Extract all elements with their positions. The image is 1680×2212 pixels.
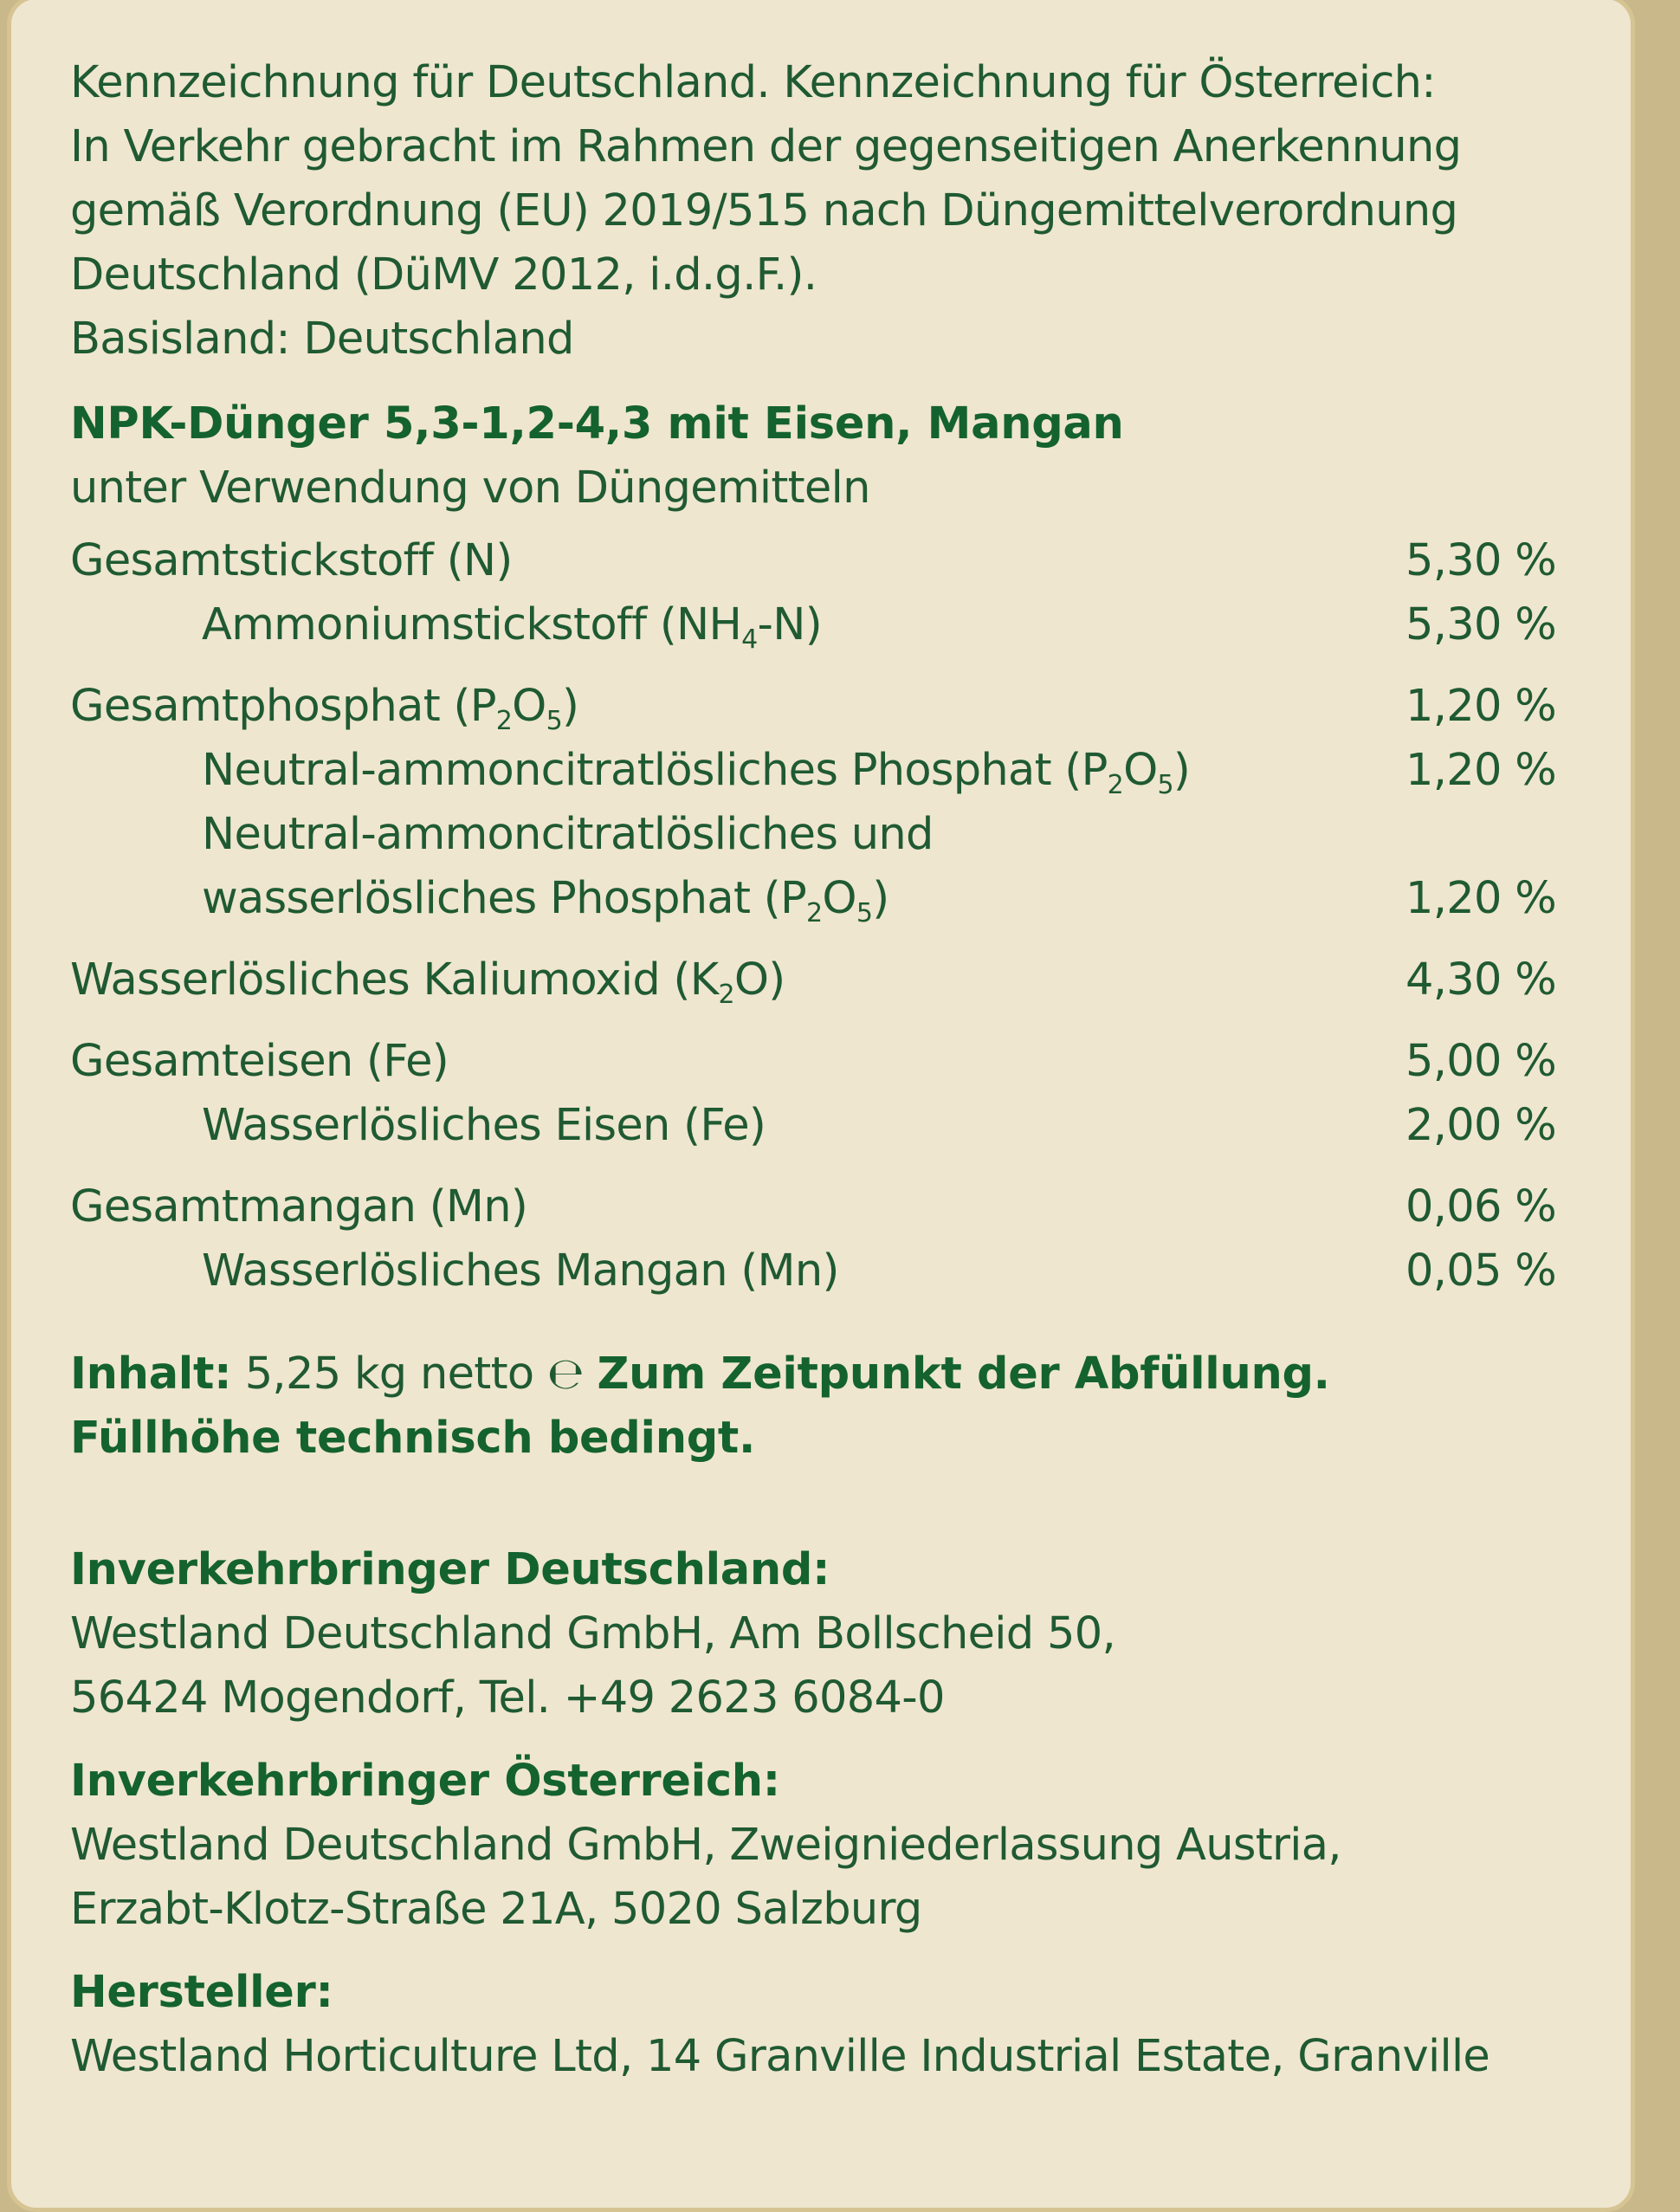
subscript: 5 (1157, 770, 1173, 800)
nutrient-row (70, 529, 1620, 593)
subscript: 2 (1107, 770, 1124, 800)
nutrient-table (70, 529, 1620, 1303)
address-line: Westland Deutschland GmbH, Zweigniederlassung Austria, (70, 1820, 1341, 1871)
product-subtitle: unter Verwendung von Düngemitteln (70, 462, 870, 514)
name-part: O) (733, 954, 785, 1006)
address-line: Westland Horticulture Ltd, 14 Granville Industrial Estate, Granville (70, 2031, 1490, 2082)
intro-line: Kennzeichnung für Deutschland. Kennzeichnung für Österreich: (70, 57, 1436, 108)
nutrient-row (70, 803, 1620, 867)
name-part: O (822, 873, 856, 924)
nutrient-value: 5,00 % (1405, 1036, 1556, 1087)
nutrient-row (70, 593, 1620, 657)
nutrient-row (70, 1094, 1620, 1158)
nutrient-group-potassium (70, 948, 1620, 1012)
name-part: -N) (757, 599, 822, 650)
nutrient-value: 4,30 % (1405, 954, 1556, 1006)
nutrient-value: 0,05 % (1405, 1245, 1556, 1297)
nutrient-name (202, 739, 1190, 803)
nutrient-name: Wasserlösliches Mangan (Mn) (202, 1245, 839, 1297)
nutrient-value: 1,20 % (1405, 873, 1556, 924)
estimated-sign-icon: ℮ (546, 1349, 584, 1399)
label-panel (7, 0, 1635, 2212)
intro-line: gemäß Verordnung (EU) 2019/515 nach Düngemittelverordnung (70, 185, 1458, 236)
nutrient-name: Gesamteisen (Fe) (70, 1036, 449, 1087)
nutrient-row (70, 675, 1620, 739)
nutrient-value: 2,00 % (1405, 1100, 1556, 1151)
contents-amount: 5,25 kg netto (244, 1349, 534, 1400)
subscript: 5 (546, 706, 563, 736)
subscript: 2 (495, 706, 513, 736)
subscript: 4 (741, 624, 758, 655)
subscript: 5 (856, 898, 873, 928)
nutrient-row (70, 948, 1620, 1012)
nutrient-name: Wasserlösliches Eisen (Fe) (202, 1100, 766, 1151)
name-part: ) (872, 873, 889, 924)
intro-line: In Verkehr gebracht im Rahmen der gegenseitigen Anerkennung (70, 121, 1462, 172)
label-content (70, 51, 1620, 2089)
section-heading: Inverkehrbringer Deutschland: (70, 1544, 830, 1595)
name-part: Gesamtphosphat (P (70, 681, 496, 732)
name-part: O (1123, 745, 1158, 796)
nutrient-group-iron (70, 1030, 1620, 1158)
nutrient-row (70, 867, 1620, 931)
contents-label: Inhalt: (70, 1349, 232, 1400)
intro-line: Deutschland (DüMV 2012, i.d.g.F.). (70, 249, 817, 301)
nutrient-value: 1,20 % (1405, 745, 1556, 796)
contents-note: Füllhöhe technisch bedingt. (70, 1413, 756, 1464)
address-line: Westland Deutschland GmbH, Am Bollscheid 50, (70, 1608, 1115, 1659)
distributor-austria (70, 1750, 1620, 1942)
name-part: ) (562, 681, 579, 732)
nutrient-value: 1,20 % (1405, 681, 1556, 732)
nutrient-name (202, 593, 822, 657)
nutrient-group-phosphate (70, 675, 1620, 931)
manufacturer (70, 1961, 1620, 2089)
nutrient-row (70, 1030, 1620, 1094)
nutrient-name (70, 675, 578, 739)
nutrient-value: 5,30 % (1405, 599, 1556, 650)
intro-text (70, 51, 1620, 372)
nutrient-group-manganese (70, 1175, 1620, 1303)
nutrient-row (70, 1239, 1620, 1303)
contents-note: Zum Zeitpunkt der Abfüllung. (597, 1349, 1330, 1400)
distributor-germany (70, 1538, 1620, 1730)
nutrient-name: Gesamtstickstoff (N) (70, 535, 513, 586)
nutrient-name: Neutral-ammoncitratlösliches und (202, 809, 934, 860)
nutrient-name (70, 948, 785, 1012)
name-part: wasserlösliches Phosphat (P (202, 873, 807, 924)
name-part: Ammoniumstickstoff (NH (202, 599, 742, 650)
nutrient-row (70, 739, 1620, 803)
section-heading: Hersteller: (70, 1967, 333, 2018)
intro-line: Basisland: Deutschland (70, 314, 574, 365)
nutrient-value: 0,06 % (1405, 1181, 1556, 1232)
nutrient-group-nitrogen (70, 529, 1620, 657)
subscript: 2 (718, 980, 734, 1010)
nutrient-name: Gesamtmangan (Mn) (70, 1181, 528, 1232)
product-title: NPK-Dünger 5,3-1,2-4,3 mit Eisen, Mangan (70, 398, 1124, 450)
name-part: Neutral-ammoncitratlösliches Phosphat (P (202, 745, 1108, 796)
nutrient-row (70, 1175, 1620, 1239)
nutrient-name (202, 867, 888, 931)
address-line: 56424 Mogendorf, Tel. +49 2623 6084-0 (70, 1672, 945, 1724)
nutrient-value: 5,30 % (1405, 535, 1556, 586)
name-part: ) (1173, 745, 1191, 796)
section-heading: Inverkehrbringer Österreich: (70, 1756, 780, 1807)
subscript: 2 (806, 898, 823, 928)
contents-line (70, 1342, 1620, 1407)
address-line: Erzabt-Klotz-Straße 21A, 5020 Salzburg (70, 1884, 922, 1935)
name-part: O (512, 681, 546, 732)
name-part: Wasserlösliches Kaliumoxid (K (70, 954, 719, 1006)
contents-info (70, 1342, 1620, 1471)
